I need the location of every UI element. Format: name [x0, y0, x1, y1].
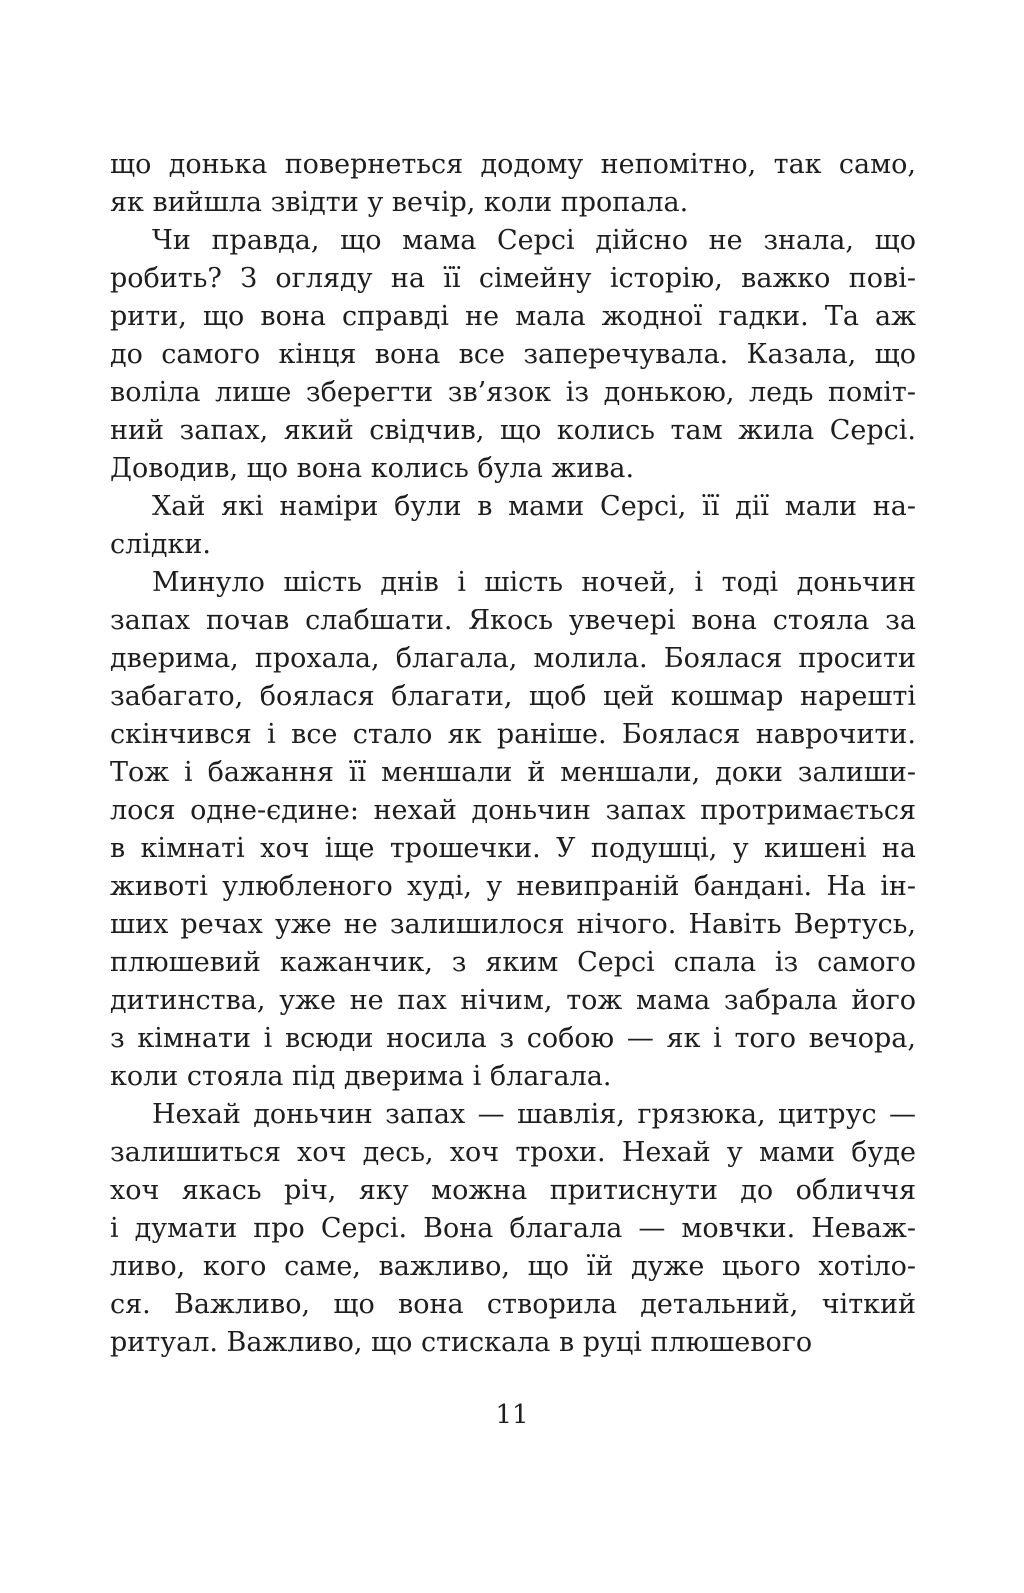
paragraph [110, 564, 916, 1096]
text-line: ших речах уже не залишилося нічого. Навіть Вертусь, [110, 909, 916, 940]
text-line: що донька повернеться додому непомітно, так само, [110, 149, 916, 180]
text-line: ливо, кого саме, важливо, що їй дуже цього хотіло- [110, 1251, 916, 1282]
paragraph [110, 222, 916, 488]
text-line: дверима, прохала, благала, молила. Боялася просити [110, 643, 916, 674]
text-line: Нехай доньчин запах — шавлія, грязюка, цитрус — [152, 1099, 916, 1130]
text-line: Хай які наміри були в мами Серсі, її дії мали на- [152, 491, 916, 522]
page-number: 11 [495, 1400, 529, 1430]
text-line: животі улюбленого худі, у невипраній бандані. На ін- [110, 871, 916, 902]
text-line: воліла лише зберегти зв’язок із донькою, ледь поміт- [110, 377, 916, 408]
text-line: ся. Важливо, що вона створила детальний, чіткий [110, 1289, 916, 1320]
text-line: коли стояла під дверима і благала. [110, 1061, 612, 1092]
text-line: до самого кінця вона все заперечувала. Казала, що [110, 339, 916, 370]
text-line: робить? З огляду на її сімейну історію, важко пові- [110, 263, 916, 294]
text-line: забагато, боялася благати, щоб цей кошмар нарешті [110, 681, 916, 712]
text-line: ний запах, який свідчив, що колись там жила Серсі. [110, 415, 916, 446]
paragraph [110, 488, 916, 564]
page-text [110, 146, 916, 1362]
text-line: лося одне-єдине: нехай доньчин запах протримається [110, 795, 916, 826]
text-line: плюшевий кажанчик, з яким Серсі спала із самого [110, 947, 916, 978]
text-line: Чи правда, що мама Серсі дійсно не знала, що [152, 225, 916, 256]
text-line: Минуло шість днів і шість ночей, і тоді доньчин [152, 567, 916, 598]
text-line: і думати про Серсі. Вона благала — мовчки. Неваж- [110, 1213, 916, 1244]
text-line: ритуал. Важливо, що стискала в руці плюшевого [110, 1327, 813, 1358]
text-line: залишиться хоч десь, хоч трохи. Нехай у мами буде [110, 1137, 916, 1168]
text-line: з кімнати і всюди носила з собою — як і того вечора, [110, 1023, 916, 1054]
text-line: запах почав слабшати. Якось увечері вона стояла за [110, 605, 916, 636]
text-line: хоч якась річ, яку можна притиснути до обличчя [110, 1175, 916, 1206]
paragraph [110, 1096, 916, 1362]
paragraph [110, 146, 916, 222]
text-line: слідки. [110, 529, 211, 560]
text-line: як вийшла звідти у вечір, коли пропала. [110, 187, 689, 218]
text-line: Тож і бажання її меншали й меншали, доки залиши- [110, 757, 916, 788]
text-line: рити, що вона справді не мала жодної гадки. Та аж [110, 301, 916, 332]
text-line: скінчився і все стало як раніше. Боялася наврочити. [110, 719, 916, 750]
text-line: в кімнаті хоч іще трошечки. У подушці, у кишені на [110, 833, 916, 864]
text-line: Доводив, що вона колись була жива. [110, 453, 635, 484]
text-line: дитинства, уже не пах нічим, тож мама забрала його [110, 985, 916, 1016]
